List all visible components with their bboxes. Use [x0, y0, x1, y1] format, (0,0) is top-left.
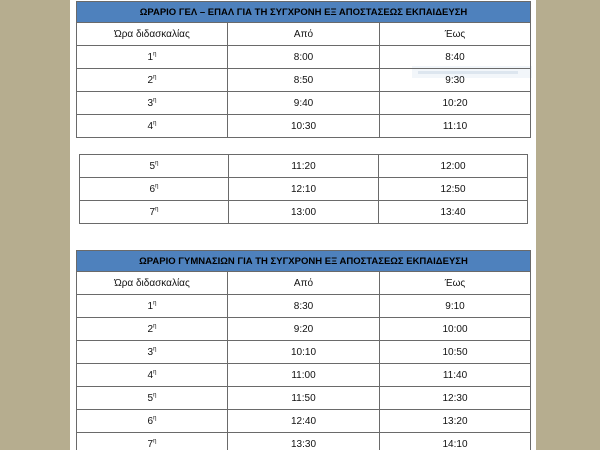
table-row [77, 69, 531, 92]
from-cell: 9:20 [228, 318, 380, 341]
table-row [77, 295, 531, 318]
period-cell: $4^\eta$ [77, 364, 228, 387]
to-cell: 10:50 [380, 341, 531, 364]
column-header-to: Έως [380, 272, 531, 295]
from-cell: 11:20 [229, 155, 379, 178]
to-cell: 13:20 [380, 410, 531, 433]
to-cell: 10:20 [380, 92, 531, 115]
column-header-period: Ώρα διδασκαλίας [77, 23, 228, 46]
table-header-row [77, 23, 531, 46]
to-cell: 13:40 [379, 201, 528, 224]
to-cell: 11:40 [380, 364, 531, 387]
from-cell: 9:40 [228, 92, 380, 115]
lyceum-table-title: ΩΡΑΡΙΟ ΓΕΛ – ΕΠΑΛ ΓΙΑ ΤΗ ΣΥΓΧΡΟΝΗ ΕΞ ΑΠΟΣΤΑΣΕΩΣ ΕΚΠΑΙΔΕΥΣΗ [77, 2, 531, 23]
table-row [80, 155, 528, 178]
lyceum-schedule-table [76, 1, 531, 138]
to-cell: 12:50 [379, 178, 528, 201]
period-cell: $1^\eta$ [77, 295, 228, 318]
from-cell: 11:00 [228, 364, 380, 387]
from-cell: 8:00 [228, 46, 380, 69]
to-cell: 14:10 [380, 433, 531, 450]
to-cell: 12:30 [380, 387, 531, 410]
table-row [77, 92, 531, 115]
period-cell: $5^\eta$ [80, 155, 229, 178]
table-row [77, 387, 531, 410]
to-cell: 8:40 [380, 46, 531, 69]
from-cell: 8:50 [228, 69, 380, 92]
period-cell: $2^\eta$ [77, 69, 228, 92]
to-cell: 12:00 [379, 155, 528, 178]
from-cell: 13:30 [228, 433, 380, 450]
to-cell: 10:00 [380, 318, 531, 341]
table-row [77, 433, 531, 450]
period-cell: $5^\eta$ [77, 387, 228, 410]
period-cell: $6^\eta$ [80, 178, 229, 201]
table-row [77, 115, 531, 138]
column-header-to: Έως [380, 23, 531, 46]
table-row [77, 341, 531, 364]
table-header-row [77, 272, 531, 295]
period-cell: $3^\eta$ [77, 92, 228, 115]
period-cell: $4^\eta$ [77, 115, 228, 138]
gymnasium-table-title: ΩΡΑΡΙΟ ΓΥΜΝΑΣΙΩΝ ΓΙΑ ΤΗ ΣΥΓΧΡΟΝΗ ΕΞ ΑΠΟΣΤΑΣΕΩΣ ΕΚΠΑΙΔΕΥΣΗ [77, 251, 531, 272]
to-cell: 9:30 [380, 69, 531, 92]
from-cell: 8:30 [228, 295, 380, 318]
period-cell: $6^\eta$ [77, 410, 228, 433]
column-header-from: Από [228, 272, 380, 295]
column-header-from: Από [228, 23, 380, 46]
column-header-period: Ώρα διδασκαλίας [77, 272, 228, 295]
table-row [80, 201, 528, 224]
gymnasium-schedule-table [76, 250, 531, 450]
from-cell: 10:30 [228, 115, 380, 138]
table-row [77, 318, 531, 341]
to-cell: 11:10 [380, 115, 531, 138]
to-cell: 9:10 [380, 295, 531, 318]
from-cell: 10:10 [228, 341, 380, 364]
table-row [80, 178, 528, 201]
from-cell: 12:10 [229, 178, 379, 201]
table-row [77, 410, 531, 433]
from-cell: 12:40 [228, 410, 380, 433]
period-cell: $2^\eta$ [77, 318, 228, 341]
period-cell: $3^\eta$ [77, 341, 228, 364]
period-cell: $7^\eta$ [77, 433, 228, 450]
from-cell: 13:00 [229, 201, 379, 224]
lyceum-schedule-continuation-table [79, 154, 528, 224]
from-cell: 11:50 [228, 387, 380, 410]
document-page [70, 0, 536, 450]
table-row [77, 46, 531, 69]
table-row [77, 364, 531, 387]
period-cell: $7^\eta$ [80, 201, 229, 224]
period-cell: $1^\eta$ [77, 46, 228, 69]
